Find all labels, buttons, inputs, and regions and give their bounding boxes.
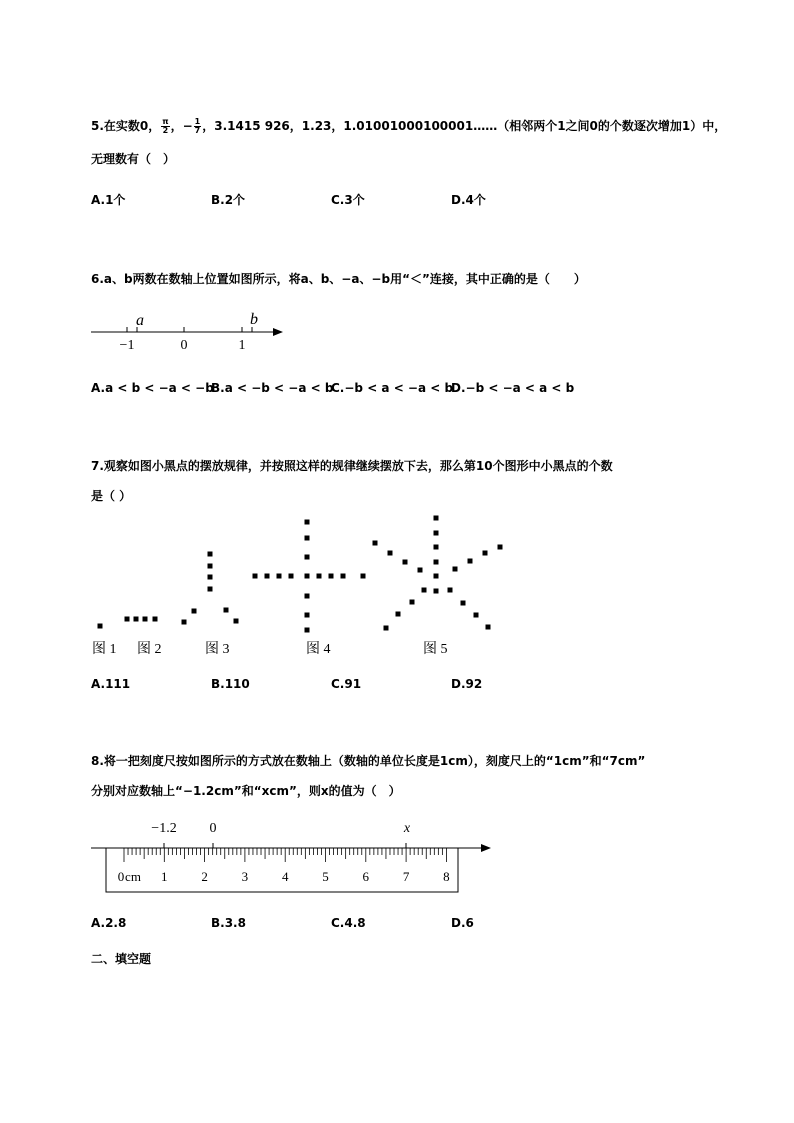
q7-figure-label-4: 图 4 [306, 642, 331, 657]
q7-fig3-dot [208, 575, 213, 580]
q7-option-c: C.91 [331, 677, 362, 691]
q6-tick-label-1: 1 [238, 338, 246, 353]
q6-label-b: b [250, 311, 258, 328]
q6-option-b: B.a < −b < −a < b [211, 381, 334, 395]
q7-fig4-dot [277, 574, 282, 579]
q8-axis-label-x: x [403, 821, 411, 836]
q8-option-a: A.2.8 [91, 916, 127, 930]
q7-fig5-dot [498, 545, 503, 550]
q8-ruler-label: 6 [362, 869, 370, 884]
section-title-fill-in: 二、填空题 [91, 952, 152, 966]
q8-option-c: C.4.8 [331, 916, 366, 930]
q5-option-a: A.1个 [91, 193, 126, 207]
q7-stem-line1: 7.观察如图小黑点的摆放规律，并按照这样的规律继续摆放下去，那么第10个图形中小黑点的个数 [91, 459, 613, 473]
q7-fig5-dot [461, 601, 466, 606]
q8-option-d: D.6 [451, 916, 474, 930]
q5-prefix: 5.在实数0， [91, 119, 161, 133]
q8-ruler-label: 3 [241, 869, 249, 884]
q6-option-a: A.a < b < −a < −b [91, 381, 214, 395]
q7-fig5-dot [434, 516, 439, 521]
q7-fig5-dot [396, 612, 401, 617]
q7-fig3-dot [208, 587, 213, 592]
frac2-denominator: 7 [194, 126, 201, 135]
q7-figure-label-3: 图 3 [205, 642, 230, 657]
q5-option-b: B.2个 [211, 193, 246, 207]
q7-dot-pattern-figure [0, 500, 560, 670]
q7-fig4-dot [341, 574, 346, 579]
q7-fig4-dot [305, 574, 310, 579]
q7-fig5-dot [434, 574, 439, 579]
q8-ruler-figure [85, 812, 500, 897]
q7-fig5-dot [474, 613, 479, 618]
q8-ruler-label: 0 [117, 869, 125, 884]
q7-fig5-dot [418, 568, 423, 573]
q7-fig5-dot [468, 559, 473, 564]
q7-fig5-dot [422, 588, 427, 593]
q8-ruler-unit: cm [125, 869, 141, 884]
q6-stem: 6.a、b两数在数轴上位置如图所示，将a、b、−a、−b用“＜”连接，其中正确的是（ ） [91, 272, 586, 286]
q7-fig5-dot [434, 589, 439, 594]
q5-stem-line2: 无理数有（ ） [91, 152, 176, 166]
q5-option-d: D.4个 [451, 193, 486, 207]
q8-ruler-label: 8 [443, 869, 450, 884]
q7-option-d: D.92 [451, 677, 483, 691]
q8-option-b: B.3.8 [211, 916, 246, 930]
q6-axis-arrow [273, 328, 283, 336]
q6-option-c: C.−b < a < −a < b [331, 381, 454, 395]
q7-fig3-dot [208, 564, 213, 569]
q7-fig4-dot [289, 574, 294, 579]
q5-fraction-one-seventh [194, 118, 202, 135]
q8-ruler-label: 1 [161, 869, 168, 884]
q7-fig5-dot [403, 560, 408, 565]
frac2-numerator: 1 [194, 117, 201, 126]
q7-fig4-dot [253, 574, 258, 579]
q7-fig5-dot [486, 625, 491, 630]
q7-fig2-dot [153, 617, 158, 622]
q7-option-b: B.110 [211, 677, 250, 691]
q7-fig5-dot [373, 541, 378, 546]
q8-stem-line1: 8.将一把刻度尺按如图所示的方式放在数轴上（数轴的单位长度是1cm），刻度尺上的“1cm”和“7cm” [91, 754, 646, 768]
q7-fig4-dot [305, 594, 310, 599]
q7-fig4-dot [305, 628, 310, 633]
q6-option-d: D.−b < −a < a < b [451, 381, 575, 395]
q8-ruler-label: 7 [402, 869, 410, 884]
q7-figure-label-2: 图 2 [137, 642, 162, 657]
q7-fig5-dot [384, 626, 389, 631]
q8-ruler-ticks [124, 848, 446, 862]
q6-label-a: a [136, 312, 144, 329]
q5-option-c: C.3个 [331, 193, 365, 207]
q7-fig5-dot [434, 560, 439, 565]
q7-fig2-dot [125, 617, 130, 622]
q8-axis-label-0: 0 [209, 821, 217, 836]
q5-stem-line1 [91, 118, 726, 135]
q8-axis-label-neg1-2: −1.2 [151, 821, 177, 836]
q5-separator: ， [170, 119, 183, 133]
q7-fig4-dot [317, 574, 322, 579]
q7-option-a: A.111 [91, 677, 131, 691]
q7-fig5-dot [453, 567, 458, 572]
q7-fig5-dot [448, 588, 453, 593]
q7-fig3-dot [224, 608, 229, 613]
q7-fig5-dot [434, 531, 439, 536]
q7-fig5-dot [410, 600, 415, 605]
q5-rest: ，3.1415 926，1.23，1.01001000100001……（相邻两个1之间0的个数逐次增加1）中， [202, 119, 727, 133]
q6-tick-label-0: 0 [180, 338, 188, 353]
q7-fig5-dot [483, 551, 488, 556]
q7-stem-line2: 是（ ） [91, 489, 132, 503]
q7-fig4-dot [305, 520, 310, 525]
q7-fig5-dot [434, 545, 439, 550]
q8-axis-arrow [481, 844, 491, 852]
q7-fig1-dot [98, 624, 103, 629]
q7-fig4-dot [361, 574, 366, 579]
q7-fig4-dot [305, 613, 310, 618]
q7-fig4-dot [305, 536, 310, 541]
q7-fig2-dot [134, 617, 139, 622]
q7-figure-label-1: 图 1 [92, 642, 117, 657]
q8-stem-line2: 分别对应数轴上“−1.2cm”和“xcm”，则x的值为（ ） [91, 784, 401, 798]
q5-fraction-pi-over-2 [161, 118, 169, 135]
q7-fig3-dot [182, 620, 187, 625]
q7-fig4-dot [329, 574, 334, 579]
q5-frac2-sign: − [182, 119, 193, 133]
q8-ruler-labels [118, 869, 450, 884]
q8-ruler-label: 2 [201, 869, 208, 884]
q6-tick-label-neg1: −1 [119, 338, 135, 353]
frac1-denominator: 2 [162, 126, 169, 135]
q7-fig2-dot [143, 617, 148, 622]
q7-fig4-dot [305, 555, 310, 560]
q8-ruler-label: 5 [322, 869, 329, 884]
q7-fig3-dot [234, 619, 239, 624]
q7-fig3-dot [208, 552, 213, 557]
q8-ruler-label: 4 [281, 869, 289, 884]
q6-number-line-figure [85, 305, 290, 355]
frac1-numerator: π [162, 117, 169, 126]
q7-fig3-dot [192, 609, 197, 614]
q7-fig5-dot [388, 551, 393, 556]
q7-fig4-dot [265, 574, 270, 579]
q7-figure-label-5: 图 5 [423, 642, 448, 657]
